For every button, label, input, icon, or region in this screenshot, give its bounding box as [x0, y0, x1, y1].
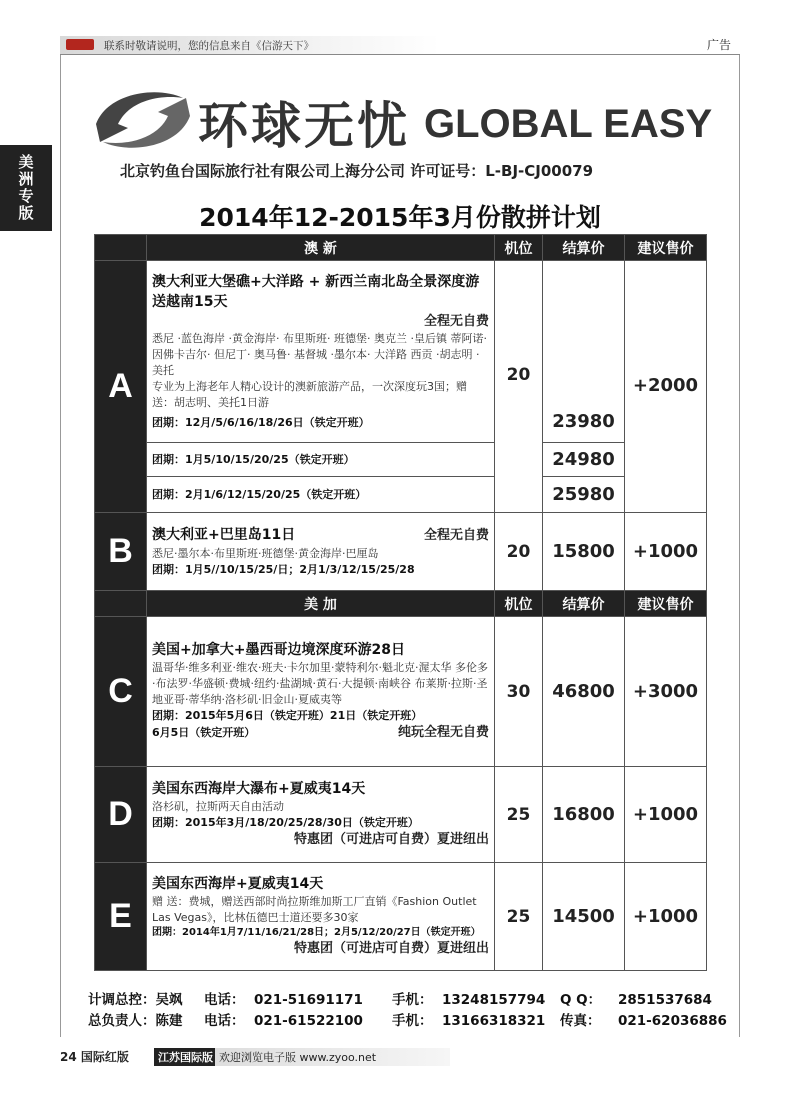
tour-letter: A [95, 261, 147, 513]
tour-suggest: +3000 [625, 617, 707, 767]
table-row [95, 443, 707, 477]
tour-name: 澳大利亚大堡礁+大洋路 + 新西兰南北岛全景深度游送越南15天 [152, 273, 480, 311]
tour-name: 美国+加拿大+墨西哥边境深度环游28日 [152, 642, 405, 659]
tour-suggest: +2000 [625, 261, 707, 513]
tour-dates: 团期：1月5/10/15/20/25（铁定开班） [147, 443, 495, 477]
magazine-logo [66, 39, 94, 50]
edition-label: 江苏国际版 [154, 1048, 217, 1066]
brand-name-cn: 环球无忧 [198, 97, 410, 155]
tour-dates: 团期：2015年5月6日（铁定开班）21日（铁定开班） [152, 709, 423, 723]
mobile-number: 13248157794 [442, 992, 546, 1008]
tour-name: 澳大利亚+巴里岛11日 [152, 527, 296, 544]
mobile-number: 13166318321 [442, 1013, 546, 1029]
plan-title: 2014年12-2015年3月份散拼计划 [199, 203, 601, 232]
tour-price: 25980 [543, 477, 625, 513]
brand-swirl-icon [88, 84, 198, 156]
fax-label: 传真： [560, 1013, 601, 1029]
tour-tag: 全程无自费 [423, 528, 489, 544]
license-line: 北京钓鱼台国际旅行社有限公司上海分公司 许可证号：L-BJ-CJ00079 [120, 162, 594, 180]
header-notice: 联系时敬请说明，您的信息来自《信游天下》 [104, 40, 314, 52]
header-strip [60, 36, 440, 54]
fax-number: 021-62036886 [618, 1013, 727, 1029]
tour-seats: 25 [495, 767, 543, 863]
tour-details [147, 513, 495, 591]
tour-price: 24980 [543, 443, 625, 477]
tour-dates: 团期：1月5//10/15/25/日；2月1/3/12/15/25/28 [152, 562, 415, 576]
mobile-label: 手机： [392, 1013, 433, 1029]
col-seats: 机位 [495, 591, 543, 617]
section-title: 美 加 [147, 591, 495, 617]
contact-role: 总负责人：陈建 [88, 1013, 183, 1029]
col-settle-price: 结算价 [543, 235, 625, 261]
section-header [95, 591, 707, 617]
tour-tag: 特惠团（可进店可自费）夏进纽出 [293, 832, 489, 848]
tour-price: 14500 [543, 863, 625, 971]
tour-name: 美国东西海岸大瀑布+夏威夷14天 [152, 780, 366, 797]
tour-letter: E [95, 863, 147, 971]
tour-route: 悉尼 ·蓝色海岸 ·黄金海岸· 布里斯班· 班德堡· 奥克兰 ·皇后镇 蒂阿诺· 因佛卡吉尔· 但尼丁· 奥马鲁· 基督城 ·墨尔本· 大洋路 西贡 ·胡志明 ·美托 [152, 332, 487, 378]
tour-tag: 全程无自费 [423, 313, 489, 329]
table-row [95, 617, 707, 767]
contact-block [88, 990, 728, 1032]
phone-number: 021-51691171 [254, 992, 363, 1008]
website-link[interactable]: 欢迎浏览电子版 www.zyoo.net [215, 1048, 450, 1066]
col-seats: 机位 [495, 235, 543, 261]
tour-details [147, 767, 495, 863]
table-row [95, 863, 707, 971]
page-footer [60, 1048, 390, 1066]
tour-dates: 团期：2014年1月7/11/16/21/28日；2月5/12/20/27日（铁定开班） [152, 926, 481, 938]
qq-label: Q Q： [560, 992, 602, 1008]
tour-name: 美国东西海岸+夏威夷14天 [152, 875, 324, 892]
col-settle-price: 结算价 [543, 591, 625, 617]
tour-route: 赠 送：费城，赠送西部时尚拉斯维加斯工厂直销《Fashion Outlet Las Vegas》，比林伍德巴士道还要多30家 [152, 895, 477, 924]
tour-price: 23980 [543, 261, 625, 443]
tour-letter: B [95, 513, 147, 591]
side-tab: 美洲专版 [0, 145, 52, 231]
table-row [95, 767, 707, 863]
col-suggest-price: 建议售价 [625, 235, 707, 261]
tour-details [147, 863, 495, 971]
contact-line-2 [88, 1011, 728, 1032]
contact-role: 计调总控：吴飒 [88, 992, 183, 1008]
tour-desc: 专业为上海老年人精心设计的澳新旅游产品，一次深度玩3国；赠 送：胡志明、美托1日游 [152, 380, 467, 410]
tour-seats: 30 [495, 617, 543, 767]
tour-price: 16800 [543, 767, 625, 863]
tour-route: 洛杉矶，拉斯两天自由活动 [152, 800, 284, 814]
tour-dates: 团期：2015年3月/18/20/25/28/30日（铁定开班） [152, 816, 419, 830]
tour-dates: 团期：2月1/6/12/15/20/25（铁定开班） [147, 477, 495, 513]
table-row [95, 477, 707, 513]
brand-header [88, 80, 718, 160]
tour-tag: 纯玩全程无自费 [397, 725, 489, 741]
tour-dates-2: 6月5日（铁定开班） [152, 726, 256, 740]
page-number: 24 国际红版 [60, 1050, 129, 1064]
tour-seats: 20 [495, 513, 543, 591]
header-blank [95, 235, 147, 261]
tour-suggest: +1000 [625, 863, 707, 971]
phone-label: 电话： [204, 992, 245, 1008]
tour-seats: 20 [495, 261, 543, 513]
qq-number: 2851537684 [618, 992, 712, 1008]
mobile-label: 手机： [392, 992, 433, 1008]
contact-line-1 [88, 990, 728, 1011]
ad-label: 广告 [706, 38, 731, 52]
tour-dates: 团期：12月/5/6/16/18/26日（铁定开班） [152, 416, 370, 430]
tour-table [94, 234, 707, 971]
tour-letter: C [95, 617, 147, 767]
phone-number: 021-61522100 [254, 1013, 363, 1029]
tour-details [147, 617, 495, 767]
table-row [95, 261, 707, 443]
tour-letter: D [95, 767, 147, 863]
tour-tag: 特惠团（可进店可自费）夏进纽出 [293, 941, 489, 957]
tour-seats: 25 [495, 863, 543, 971]
tour-suggest: +1000 [625, 513, 707, 591]
section-title: 澳 新 [147, 235, 495, 261]
col-suggest-price: 建议售价 [625, 591, 707, 617]
tour-price: 46800 [543, 617, 625, 767]
tour-route: 悉尼·墨尔本·布里斯班·班德堡·黄金海岸·巴厘岛 [152, 546, 379, 560]
table-row [95, 513, 707, 591]
brand-name-en: GLOBAL EASY [424, 102, 713, 146]
tour-suggest: +1000 [625, 767, 707, 863]
section-header [95, 235, 707, 261]
tour-details [147, 261, 495, 443]
tour-route: 温哥华·维多利亚·维农·班夫·卡尔加里·蒙特利尔·魁北克·渥太华 多伦多·布法罗·华盛顿·费城·纽约·盐湖城·黄石·大提顿·南峡谷 布莱斯·拉斯·圣地亚哥·蒂华纳·洛杉矶·旧金山·夏威夷等 [152, 661, 488, 707]
phone-label: 电话： [204, 1013, 245, 1029]
tour-price: 15800 [543, 513, 625, 591]
header-blank [95, 591, 147, 617]
